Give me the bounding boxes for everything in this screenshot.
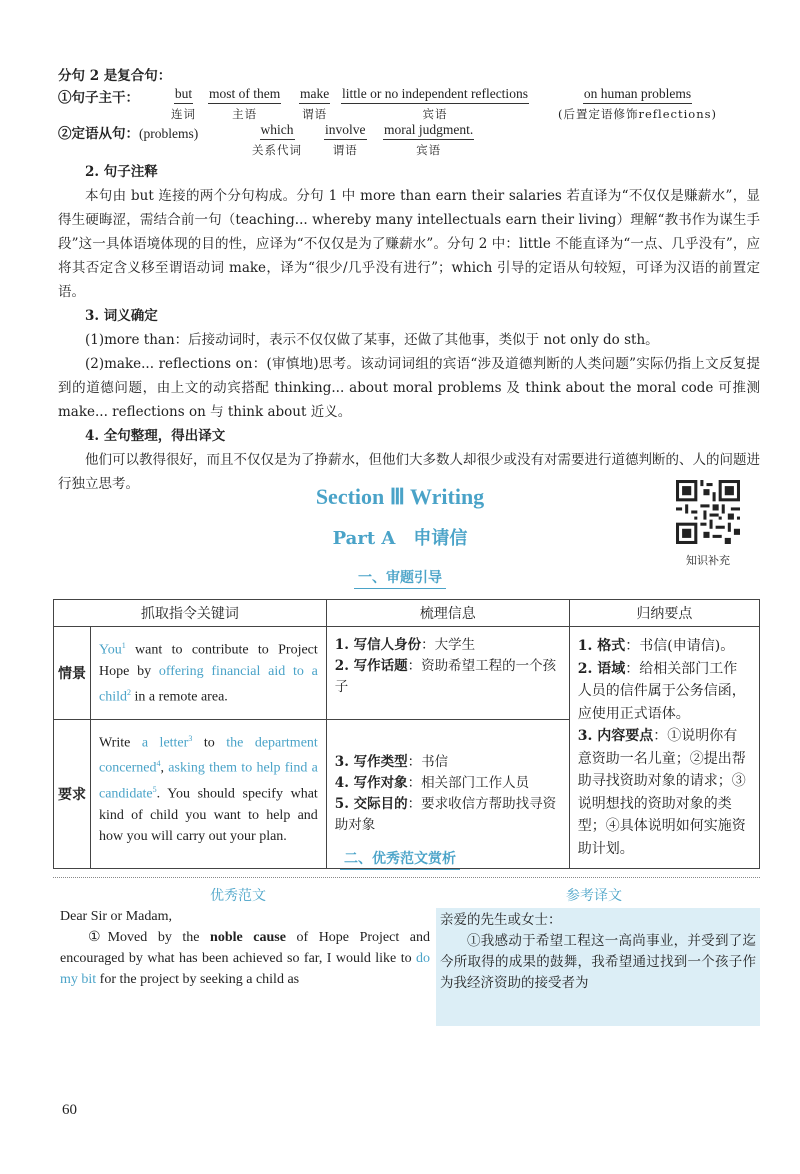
essay-greeting: Dear Sir or Madam, (60, 909, 172, 924)
word-predicate: make 谓语 (300, 86, 330, 121)
main-structure-label: ①句子主干： (58, 90, 139, 106)
qr-label: 知识补充 (686, 554, 730, 567)
key-points: 1. 格式：书信(申请信)。 2. 语域：给相关部门工作人员的信件属于公务信函，应使用正式语体。 3. 内容要点：①说明你有意资助一名儿童；②提出帮助寻找资助对象的请求；③说明想找的资助对象的类型；④具体说明如何实施资助计划。 (569, 627, 759, 869)
section-title: Section Ⅲ Writing (315, 484, 485, 509)
notes-section (58, 160, 760, 496)
notes-heading-3: 3. 词义确定 (85, 308, 158, 324)
clause2-heading: 分句 2 是复合句： (58, 68, 172, 84)
subsection-title-1: 一、审题引导 (0, 567, 800, 587)
attributive-clause-line (58, 122, 758, 160)
table-row (54, 627, 760, 720)
notes-heading-2: 2. 句子注释 (85, 164, 158, 180)
word-object: little or no independent reflections 宾语 (342, 86, 528, 121)
table-header-row (54, 600, 760, 627)
word-involve: involve 谓语 (325, 122, 366, 157)
reference-translation (436, 908, 760, 1026)
translation-paragraph-1: ①我感动于希望工程这一高尚事业，并受到了迄今所取得的成果的鼓舞，我希望通过找到一个孩子作为我经济资助的接受者为 (440, 933, 756, 991)
word-postmodifier: on human problems (后置定语修饰reflections) (558, 86, 717, 121)
main-structure-line (58, 86, 758, 122)
attributive-clause-label: ②定语从句：(problems) (58, 126, 199, 142)
word-moral-judgment: moral judgment. 宾语 (384, 122, 474, 157)
scenario-info: 1. 写信人身份：大学生 2. 写作话题：资助希望工程的一个孩子 (326, 627, 569, 720)
subsection-title-2: 二、优秀范文赏析 (0, 848, 800, 868)
essay-paragraph-1: ①Moved by the noble cause of Hope Project and encouraged by what has been achieved so far, I would like to do my bit for the project by seeking a child as (60, 930, 430, 987)
requirement-keywords: Write a letter$^3$ to the department concerned$^4$, asking them to help find a candidate$^5$. You should specify what kind of child you want to help and how you will carry out your plan. (91, 719, 327, 868)
translation-greeting: 亲爱的先生或女士： (440, 912, 562, 928)
notes-paragraph-3b: (2)make... reflections on：(审慎地)思考。该动词词组的宾语“涉及道德判断的人类问题”实际仍指上文反复提到的道德问题，由上文的动宾搭配 thinking... about moral problems 及 think about the moral code 可推测 make... reflections on 与 think about 近义。 (58, 356, 760, 420)
requirement-info: 3. 写作类型：书信 4. 写作对象：相关部门工作人员 5. 交际目的：要求收信方帮助找寻资助对象 (326, 719, 569, 868)
notes-paragraph-3a: (1)more than：后接动词时，表示不仅仅做了某事，还做了其他事，类似于 not only do sth。 (85, 332, 659, 348)
page-number: 60 (62, 1102, 77, 1118)
table-header: 归纳要点 (569, 600, 759, 627)
analysis-table (53, 599, 760, 869)
row-label-requirement: 要求 (54, 719, 91, 868)
model-essay-heading: 优秀范文 (210, 888, 266, 904)
qr-code-icon[interactable] (676, 480, 740, 544)
model-essay (60, 906, 430, 990)
dotted-divider (53, 877, 760, 878)
table-header: 抓取指令关键词 (54, 600, 327, 627)
row-label-scenario: 情景 (54, 627, 91, 720)
notes-paragraph-2: 本句由 but 连接的两个分句构成。分句 1 中 more than earn their salaries 若直译为“不仅仅是赚薪水”，显得生硬晦涩，需结合前一句（teaching... whereby many intellectuals earn their living）理解“教书作为谋生手段”这一具体语境体现的目的性，应译为“不仅仅是为了赚薪水”。分句 2 中：little 不能直译为“一点、几乎没有”，应将其否定含义移至谓语动词 make，译为“很少/几乎没有进行”；which 引导的定语从句较短，可译为汉语的前置定语。 (58, 188, 760, 300)
table-header: 梳理信息 (326, 600, 569, 627)
scenario-keywords: You$^1$ want to contribute to Project Hope by offering financial aid to a child$^2$ in a remote area. (91, 627, 327, 720)
word-but: but 连词 (171, 86, 196, 121)
sentence-analysis (58, 64, 758, 160)
translation-heading: 参考译文 (566, 888, 622, 904)
notes-paragraph-4: 他们可以教得很好，而且不仅仅是为了挣薪水，但他们大多数人却很少或没有对需要进行道德判断的、人的问题进行独立思考。 (58, 452, 760, 492)
part-title: Part A 申请信 (332, 528, 468, 549)
word-subject: most of them 主语 (209, 86, 281, 121)
notes-heading-4: 4. 全句整理，得出译文 (85, 428, 226, 444)
word-which: which 关系代词 (252, 122, 302, 157)
